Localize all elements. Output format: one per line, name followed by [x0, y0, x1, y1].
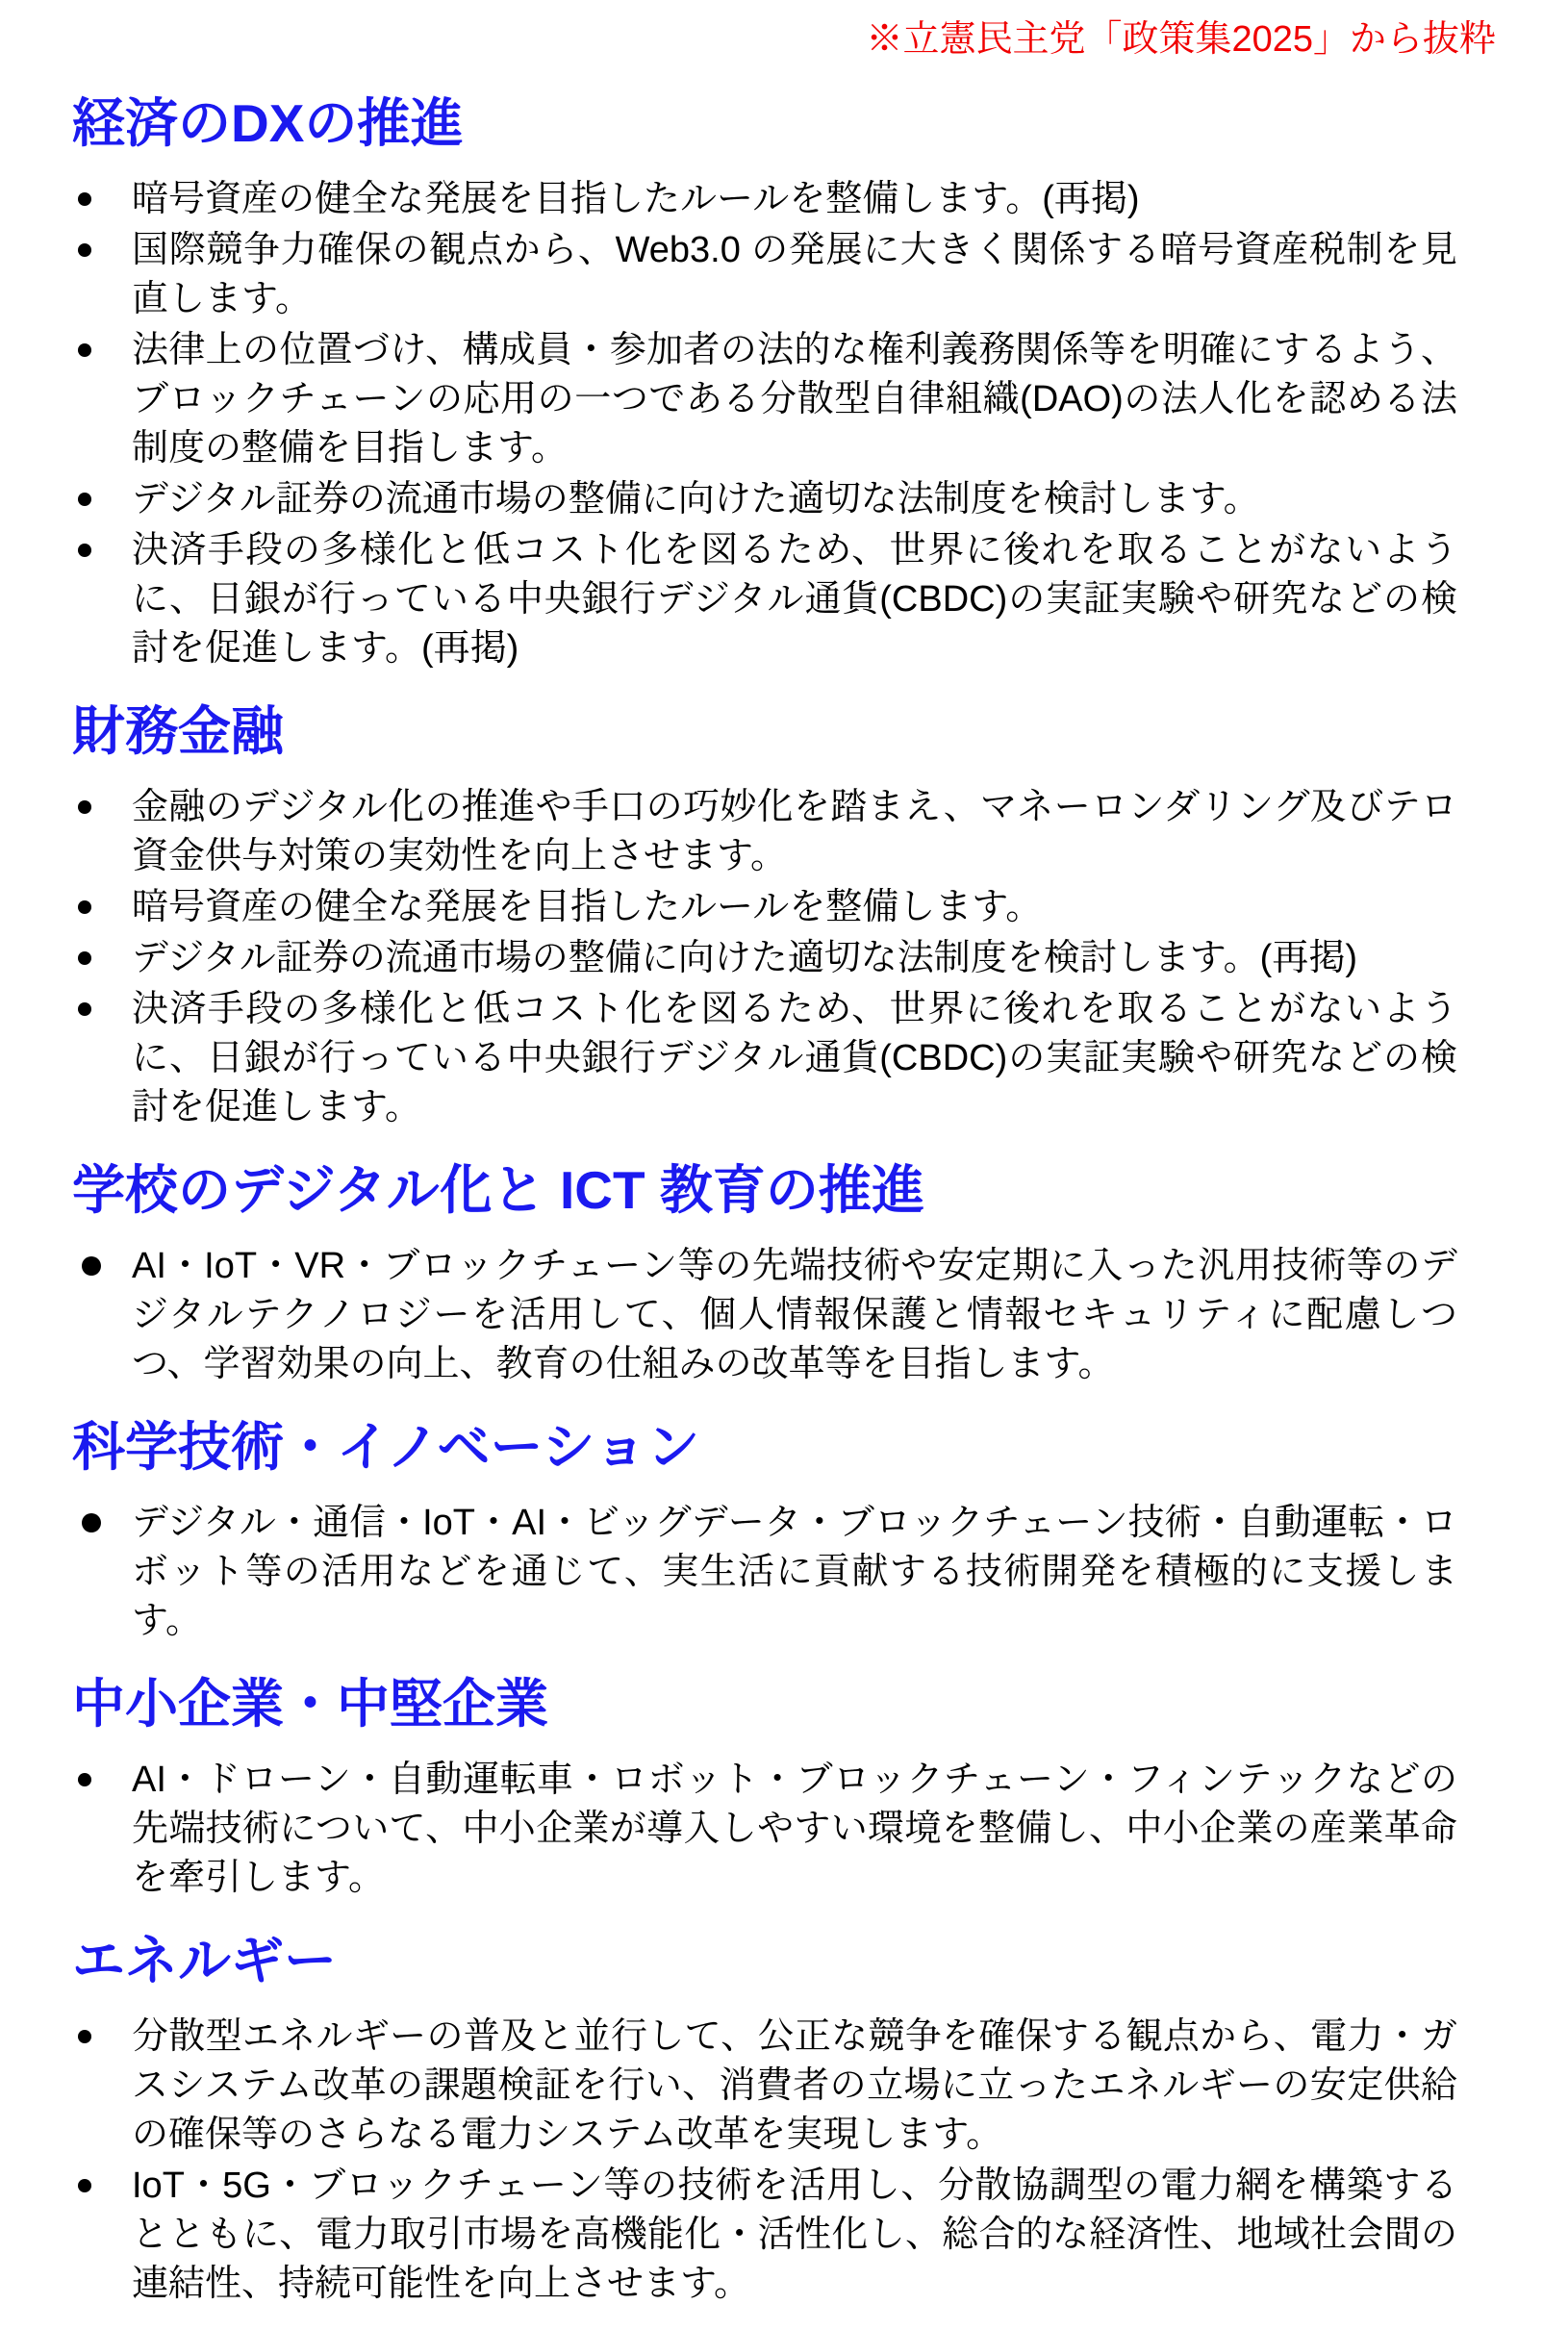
bullet-item	[72, 985, 1496, 1132]
bullet-text: デジタル証券の流通市場の整備に向けた適切な法制度を検討します。	[132, 479, 1260, 519]
section-sme	[72, 1675, 1496, 1903]
section-heading: 財務金融	[72, 701, 285, 761]
section-energy	[72, 1932, 1496, 2309]
bullet-item	[72, 883, 1496, 932]
section-heading: 経済のDXの推進	[72, 93, 464, 153]
bullet-icon	[78, 544, 91, 557]
section-heading: エネルギー	[72, 1931, 338, 1990]
bullet-text: 決済手段の多様化と低コスト化を図るため、世界に後れを取ることがないように、日銀が行っている中央銀行デジタル通貨(CBDC)の実証実験や研究などの検討を促進します。	[132, 989, 1457, 1127]
bullet-item	[72, 526, 1496, 673]
bullet-text: 暗号資産の健全な発展を目指したルールを整備します。(再掲)	[132, 179, 1140, 219]
bullet-text: 決済手段の多様化と低コスト化を図るため、世界に後れを取ることがないように、日銀が行っている中央銀行デジタル通貨(CBDC)の実証実験や研究などの検討を促進します。(再掲)	[132, 530, 1457, 669]
bullet-icon	[78, 343, 91, 357]
bullet-item	[72, 175, 1496, 224]
bullet-icon	[78, 493, 91, 506]
bullet-icon	[78, 951, 91, 965]
bullet-icon	[78, 2030, 91, 2043]
section-heading: 学校のデジタル化と ICT 教育の推進	[72, 1160, 924, 1220]
bullet-text: 金融のデジタル化の推進や手口の巧妙化を踏まえ、マネーロンダリング及びテロ資金供与対策の実効性を向上させます。	[132, 787, 1457, 876]
section-finance	[72, 702, 1496, 1132]
bullet-icon	[82, 1513, 101, 1532]
bullet-text: 分散型エネルギーの普及と並行して、公正な競争を確保する観点から、電力・ガスシステム改革の課題検証を行い、消費者の立場に立ったエネルギーの安定供給の確保等のさらなる電力システム改革を実現します。	[132, 2016, 1457, 2155]
bullet-list	[72, 175, 1496, 673]
bullet-icon	[78, 1002, 91, 1016]
bullet-text: 法律上の位置づけ、構成員・参加者の法的な権利義務関係等を明確にするよう、ブロックチェーンの応用の一つである分散型自律組織(DAO)の法人化を認める法制度の整備を目指します。	[132, 330, 1457, 469]
bullet-list	[72, 1499, 1496, 1646]
bullet-item	[72, 226, 1496, 324]
bullet-item	[72, 2162, 1496, 2309]
section-economy-dx	[72, 94, 1496, 673]
bullet-list	[72, 783, 1496, 1132]
bullet-list	[72, 1242, 1496, 1389]
bullet-text: デジタル・通信・IoT・AI・ビッグデータ・ブロックチェーン技術・自動運転・ロボット等の活用などを通じて、実生活に貢献する技術開発を積極的に支援します。	[132, 1503, 1457, 1641]
bullet-text: 暗号資産の健全な発展を目指したルールを整備します。	[132, 887, 1043, 927]
bullet-icon	[78, 900, 91, 914]
section-heading: 中小企業・中堅企業	[72, 1674, 549, 1734]
bullet-text: AI・IoT・VR・ブロックチェーン等の先端技術や安定期に入った汎用技術等のデジタルテクノロジーを活用して、個人情報保護と情報セキュリティに配慮しつつ、学習効果の向上、教育の仕組みの改革等を目指します。	[132, 1246, 1457, 1384]
bullet-text: IoT・5G・ブロックチェーン等の技術を活用し、分散協調型の電力網を構築するとともに、電力取引市場を高機能化・活性化し、総合的な経済性、地域社会間の連結性、持続可能性を向上させます。	[132, 2165, 1457, 2304]
bullet-text: デジタル証券の流通市場の整備に向けた適切な法制度を検討します。(再掲)	[132, 938, 1357, 978]
bullet-item	[72, 934, 1496, 983]
bullet-icon	[78, 243, 91, 257]
section-science-innovation	[72, 1418, 1496, 1646]
bullet-text: AI・ドローン・自動運転車・ロボット・ブロックチェーン・フィンテックなどの先端技術について、中小企業が導入しやすい環境を整備し、中小企業の産業革命を牽引します。	[132, 1760, 1457, 1898]
bullet-item	[72, 1499, 1496, 1646]
bullet-item	[72, 2013, 1496, 2160]
bullet-item	[72, 1756, 1496, 1903]
bullet-item	[72, 783, 1496, 881]
bullet-icon	[78, 192, 91, 206]
section-school-ict	[72, 1161, 1496, 1389]
section-heading: 科学技術・イノベーション	[72, 1417, 700, 1477]
bullet-text: 国際競争力確保の観点から、Web3.0 の発展に大きく関係する暗号資産税制を見直します。	[132, 230, 1457, 319]
bullet-icon	[78, 1773, 91, 1786]
bullet-icon	[82, 1256, 101, 1276]
bullet-item	[72, 326, 1496, 473]
bullet-icon	[78, 800, 91, 814]
bullet-list	[72, 1756, 1496, 1903]
bullet-item	[72, 475, 1496, 524]
bullet-item	[72, 1242, 1496, 1389]
bullet-icon	[78, 2179, 91, 2192]
bullet-list	[72, 2013, 1496, 2309]
source-note: ※立憲民主党「政策集2025」から抜粋	[866, 19, 1496, 60]
